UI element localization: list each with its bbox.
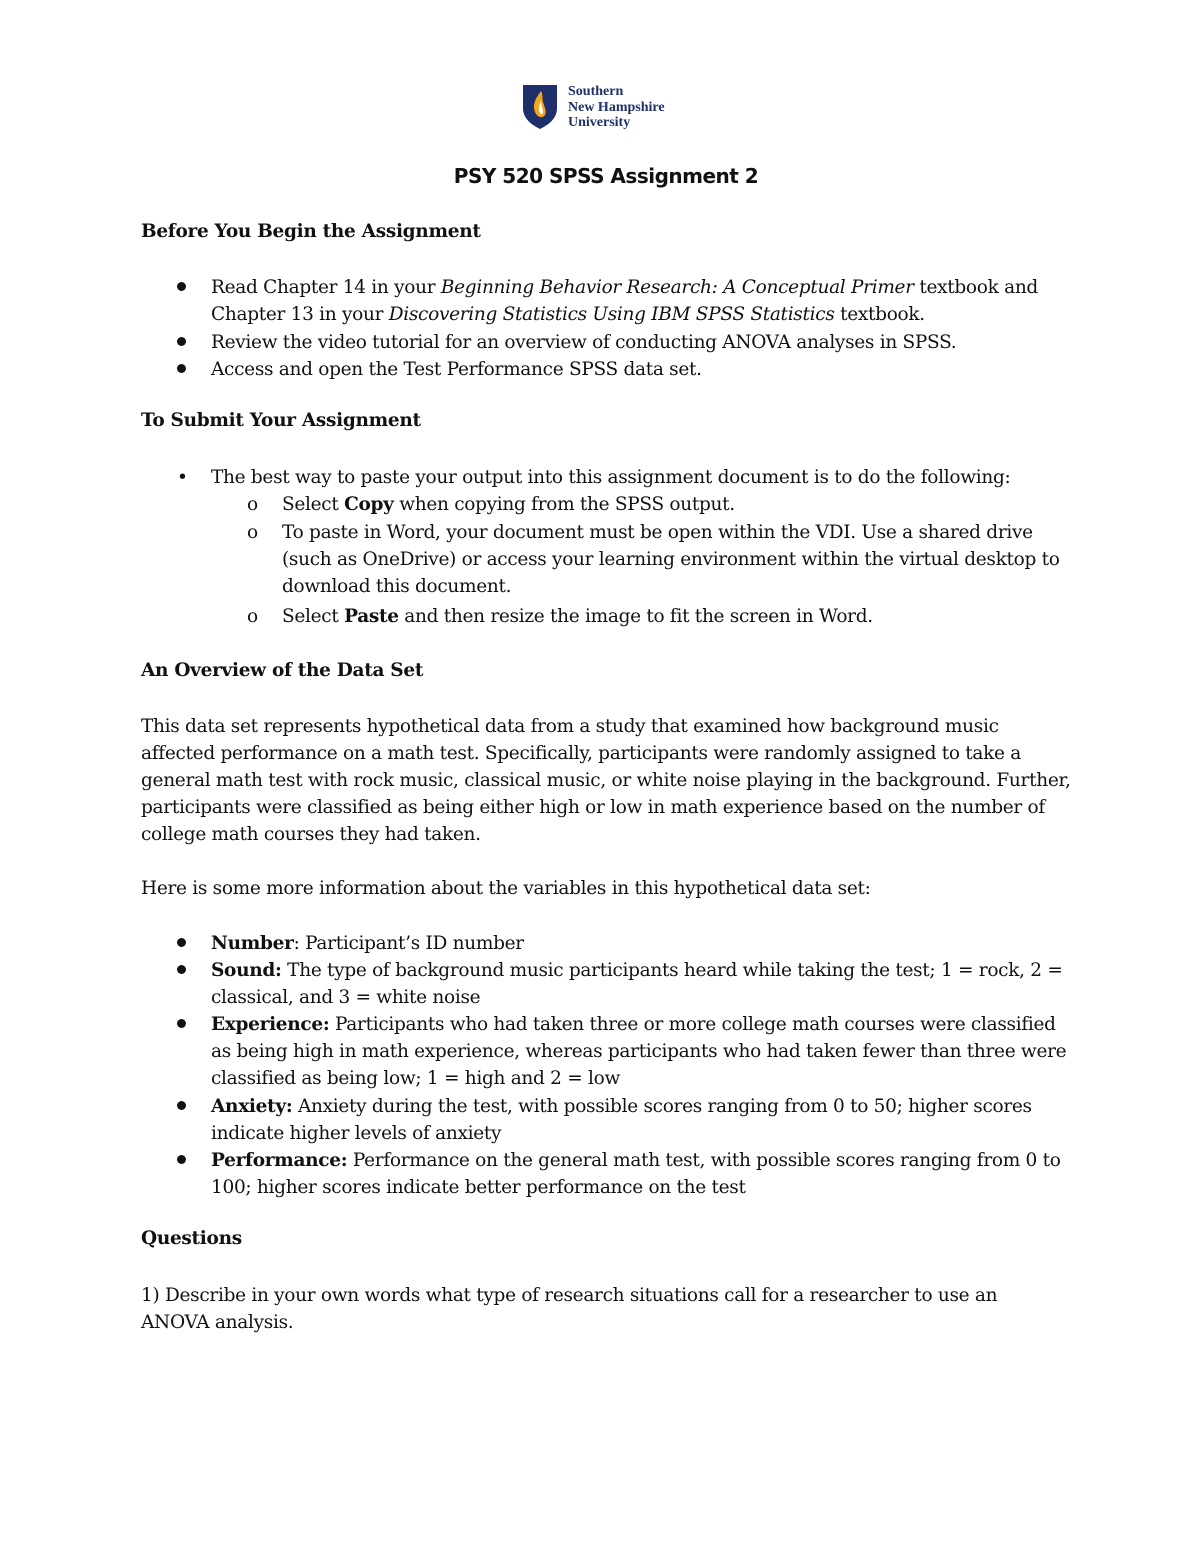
logo-line-1: Southern <box>568 84 624 99</box>
textbook-title-2: Discovering Statistics Using IBM SPSS Statistics <box>388 304 835 325</box>
sub-bullet-mark: o <box>247 606 258 627</box>
variable-item-anxiety <box>141 1093 1071 1147</box>
sub-bullet-mark: o <box>247 494 258 515</box>
text-run: textbook and Chapter 13 in your <box>211 277 1038 325</box>
text-run: Select <box>282 606 345 627</box>
question-1: 1) Describe in your own words what type of research situations call for a researcher to use an ANOVA analysis. <box>141 1285 998 1333</box>
variables-intro: Here is some more information about the variables in this hypothetical data set: <box>141 878 871 899</box>
logo-line-2: New Hampshire <box>568 99 665 115</box>
bullet-text: Access and open the Test Performance SPSS data set. <box>211 359 702 380</box>
textbook-title-1: Beginning Behavior Research: A Conceptual Primer <box>440 277 914 298</box>
variable-name: Number <box>211 933 294 954</box>
variable-description: Participants who had taken three or more college math courses were classified as being high in math experience, whereas participants who had taken fewer than three were classified as being low; 1 = high and 2 = low <box>211 1014 1067 1089</box>
before-heading: Before You Begin the Assignment <box>141 221 481 242</box>
bullet-dot-icon <box>177 356 186 383</box>
questions-heading: Questions <box>141 1228 242 1249</box>
variable-item-performance <box>141 1147 1071 1201</box>
bullet-dot-icon <box>177 274 186 301</box>
submit-bullet-1 <box>141 464 1071 491</box>
text-run: Select <box>282 494 345 515</box>
before-bullet-1 <box>141 274 1071 328</box>
sub-bullet-text: To paste in Word, your document must be open within the VDI. Use a shared drive (such as OneDrive) or access your learning environment within the virtual desktop to download this document. <box>282 522 1060 597</box>
bullet-dot-icon <box>177 329 186 356</box>
variable-item-experience <box>141 1011 1071 1092</box>
variable-description: : Participant’s ID number <box>293 933 524 954</box>
bullet-dot-icon <box>177 1147 186 1174</box>
logo-wordmark <box>568 84 665 131</box>
variable-name: Performance: <box>211 1150 348 1171</box>
paste-keyword: Paste <box>344 606 399 627</box>
bullet-dot-icon <box>177 1093 186 1120</box>
university-logo <box>522 84 665 131</box>
shield-flame-icon <box>522 84 558 130</box>
before-bullet-3 <box>141 356 1071 383</box>
bullet-text: Review the video tutorial for an overview of conducting ANOVA analyses in SPSS. <box>211 332 957 353</box>
bullet-dot-icon <box>177 1011 186 1038</box>
variable-description: Anxiety during the test, with possible scores ranging from 0 to 50; higher scores indicate higher levels of anxiety <box>211 1096 1032 1144</box>
variable-name: Sound: <box>211 960 282 981</box>
submit-sub-3 <box>141 603 1071 630</box>
bullet-dot-icon <box>177 930 186 957</box>
copy-keyword: Copy <box>344 494 394 515</box>
text-run: textbook. <box>834 304 925 325</box>
logo-line-3: University <box>568 115 631 130</box>
variable-description: Performance on the general math test, with possible scores ranging from 0 to 100; higher scores indicate better performance on the test <box>211 1150 1061 1198</box>
bullet-mark: • <box>177 467 188 488</box>
document-title: PSY 520 SPSS Assignment 2 <box>453 164 759 188</box>
submit-sub-2 <box>141 519 1071 600</box>
variable-name: Experience: <box>211 1014 330 1035</box>
text-run: Read Chapter 14 in your <box>211 277 441 298</box>
variable-item-sound <box>141 957 1071 1011</box>
bullet-dot-icon <box>177 957 186 984</box>
text-run: and then resize the image to fit the screen in Word. <box>398 606 873 627</box>
before-bullet-2 <box>141 329 1071 356</box>
bullet-text: The best way to paste your output into this assignment document is to do the following: <box>211 467 1011 488</box>
submit-sub-1 <box>141 491 1071 518</box>
variable-name: Anxiety: <box>211 1096 293 1117</box>
overview-heading: An Overview of the Data Set <box>141 660 424 681</box>
variable-item-number <box>141 930 1071 957</box>
overview-paragraph: This data set represents hypothetical data from a study that examined how background music affected performance on a math test. Specifically, participants were randomly assigned to take a general math test with rock music, classical music, or white noise playing in the background. Further, participants were classified as being either high or low in math experience based on the number of college math courses they had taken. <box>141 716 1071 845</box>
text-run: when copying from the SPSS output. <box>393 494 735 515</box>
submit-heading: To Submit Your Assignment <box>141 410 421 431</box>
variable-description: The type of background music participants heard while taking the test; 1 = rock, 2 = classical, and 3 = white noise <box>211 960 1063 1008</box>
sub-bullet-mark: o <box>247 522 258 543</box>
